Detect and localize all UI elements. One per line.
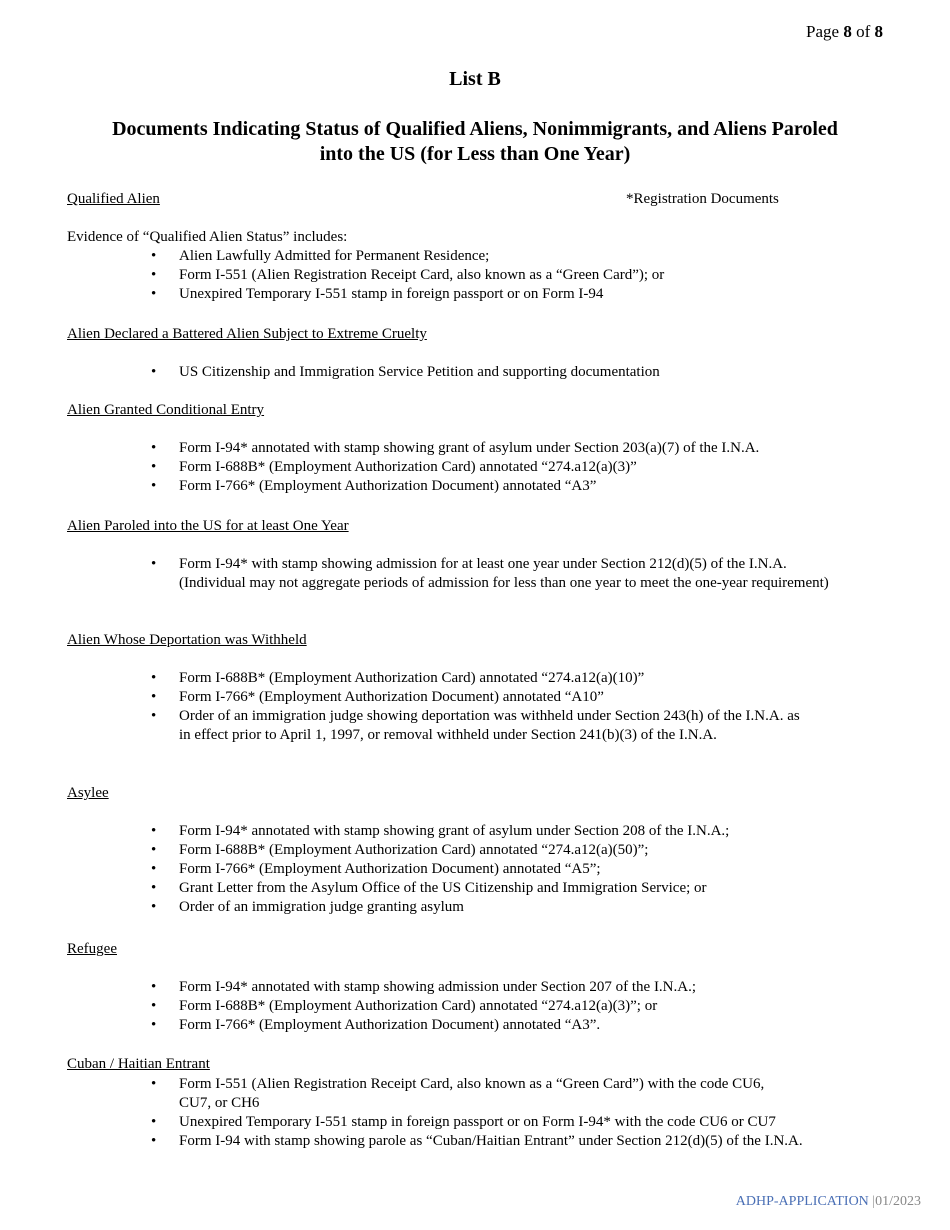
list-item: • Form I-688B* (Employment Authorization Card) annotated “274.a12(a)(3)”; or bbox=[67, 997, 867, 1016]
section-heading-battered-alien: Alien Declared a Battered Alien Subject to Extreme Cruelty bbox=[67, 326, 427, 342]
conditional-entry-list bbox=[67, 439, 867, 496]
list-item: • Form I-766* (Employment Authorization Document) annotated “A3” bbox=[67, 477, 867, 496]
refugee-list bbox=[67, 978, 867, 1035]
cuban-heading-wrap bbox=[67, 1055, 867, 1074]
page-total: 8 bbox=[874, 22, 883, 41]
list-item: • Order of an immigration judge showing deportation was withheld under Section 243(h) of the I.N.A. as in effect prior to April 1, 1997, or removal withheld under Section 241(b)(3) of the I.N.A. bbox=[67, 707, 807, 745]
list-item: • US Citizenship and Immigration Service Petition and supporting documentation bbox=[67, 363, 867, 382]
list-item: • Form I-94* annotated with stamp showing grant of asylum under Section 208 of the I.N.A.; bbox=[67, 822, 867, 841]
page-number bbox=[806, 22, 883, 41]
page-title: List B bbox=[449, 68, 501, 90]
page-label: Page bbox=[806, 22, 840, 41]
battered-alien-list bbox=[67, 363, 867, 382]
list-item: • Grant Letter from the Asylum Office of the US Citizenship and Immigration Service; or bbox=[67, 879, 867, 898]
list-item: • Form I-94* with stamp showing admission for at least one year under Section 212(d)(5) of the I.N.A. (Individual may not aggregate periods of admission for less than one year to meet the one-year requirement) bbox=[67, 555, 857, 593]
registration-documents-note: *Registration Documents bbox=[626, 191, 779, 207]
list-item: • Form I-94 with stamp showing parole as “Cuban/Haitian Entrant” under Section 212(d)(5) of the I.N.A. bbox=[67, 1132, 797, 1151]
deportation-withheld-list bbox=[67, 669, 807, 745]
cuban-haitian-list bbox=[67, 1075, 803, 1151]
footer bbox=[736, 1192, 921, 1211]
page-of: of bbox=[856, 22, 871, 41]
section-heading-asylee: Asylee bbox=[67, 785, 109, 801]
section-heading-paroled: Alien Paroled into the US for at least One Year bbox=[67, 518, 349, 534]
list-item: • Alien Lawfully Admitted for Permanent Residence; bbox=[67, 247, 867, 266]
asylee-list bbox=[67, 822, 867, 917]
list-item: • Form I-688B* (Employment Authorization Card) annotated “274.a12(a)(3)” bbox=[67, 458, 867, 477]
footer-date: 01/2023 bbox=[875, 1194, 921, 1209]
list-item: • Form I-551 (Alien Registration Receipt Card, also known as a “Green Card”) with the code CU6, CU7, or CH6 bbox=[67, 1075, 797, 1113]
withheld-heading-wrap bbox=[67, 631, 867, 650]
page-subtitle: Documents Indicating Status of Qualified Aliens, Nonimmigrants, and Aliens Paroled into the US (for Less than One Year) bbox=[112, 118, 838, 165]
list-item: • Form I-766* (Employment Authorization Document) annotated “A10” bbox=[67, 688, 807, 707]
list-item: • Unexpired Temporary I-551 stamp in foreign passport or on Form I-94 bbox=[67, 285, 867, 304]
section-heading-refugee: Refugee bbox=[67, 941, 117, 957]
qualified-alien-list bbox=[67, 247, 867, 304]
paroled-list bbox=[67, 555, 857, 593]
list-item: • Unexpired Temporary I-551 stamp in foreign passport or on Form I-94* with the code CU6 or CU7 bbox=[67, 1113, 797, 1132]
list-item: • Form I-551 (Alien Registration Receipt Card, also known as a “Green Card”); or bbox=[67, 266, 867, 285]
list-item: • Form I-688B* (Employment Authorization Card) annotated “274.a12(a)(10)” bbox=[67, 669, 807, 688]
list-item: • Form I-94* annotated with stamp showing admission under Section 207 of the I.N.A.; bbox=[67, 978, 867, 997]
section-heading-qualified-alien: Qualified Alien bbox=[67, 191, 160, 207]
asylee-heading-wrap bbox=[67, 784, 867, 803]
list-item: • Form I-688B* (Employment Authorization Card) annotated “274.a12(a)(50)”; bbox=[67, 841, 867, 860]
qualified-alien-intro: Evidence of “Qualified Alien Status” includes: bbox=[67, 229, 348, 245]
page-current: 8 bbox=[843, 22, 852, 41]
list-item: • Order of an immigration judge granting asylum bbox=[67, 898, 867, 917]
section-heading-cuban-haitian: Cuban / Haitian Entrant bbox=[67, 1056, 210, 1072]
list-item: • Form I-94* annotated with stamp showing grant of asylum under Section 203(a)(7) of the I.N.A. bbox=[67, 439, 867, 458]
footer-separator: | bbox=[872, 1194, 876, 1209]
footer-form-name: ADHP-APPLICATION bbox=[735, 1194, 869, 1209]
list-item: • Form I-766* (Employment Authorization Document) annotated “A5”; bbox=[67, 860, 867, 879]
list-item: • Form I-766* (Employment Authorization Document) annotated “A3”. bbox=[67, 1016, 867, 1035]
paroled-heading-wrap bbox=[67, 517, 867, 536]
refugee-heading-wrap bbox=[67, 940, 867, 959]
section-heading-conditional-entry: Alien Granted Conditional Entry bbox=[67, 402, 265, 418]
section-heading-deportation-withheld: Alien Whose Deportation was Withheld bbox=[67, 632, 307, 648]
battered-heading-wrap bbox=[67, 325, 867, 344]
conditional-heading-wrap bbox=[67, 401, 867, 420]
